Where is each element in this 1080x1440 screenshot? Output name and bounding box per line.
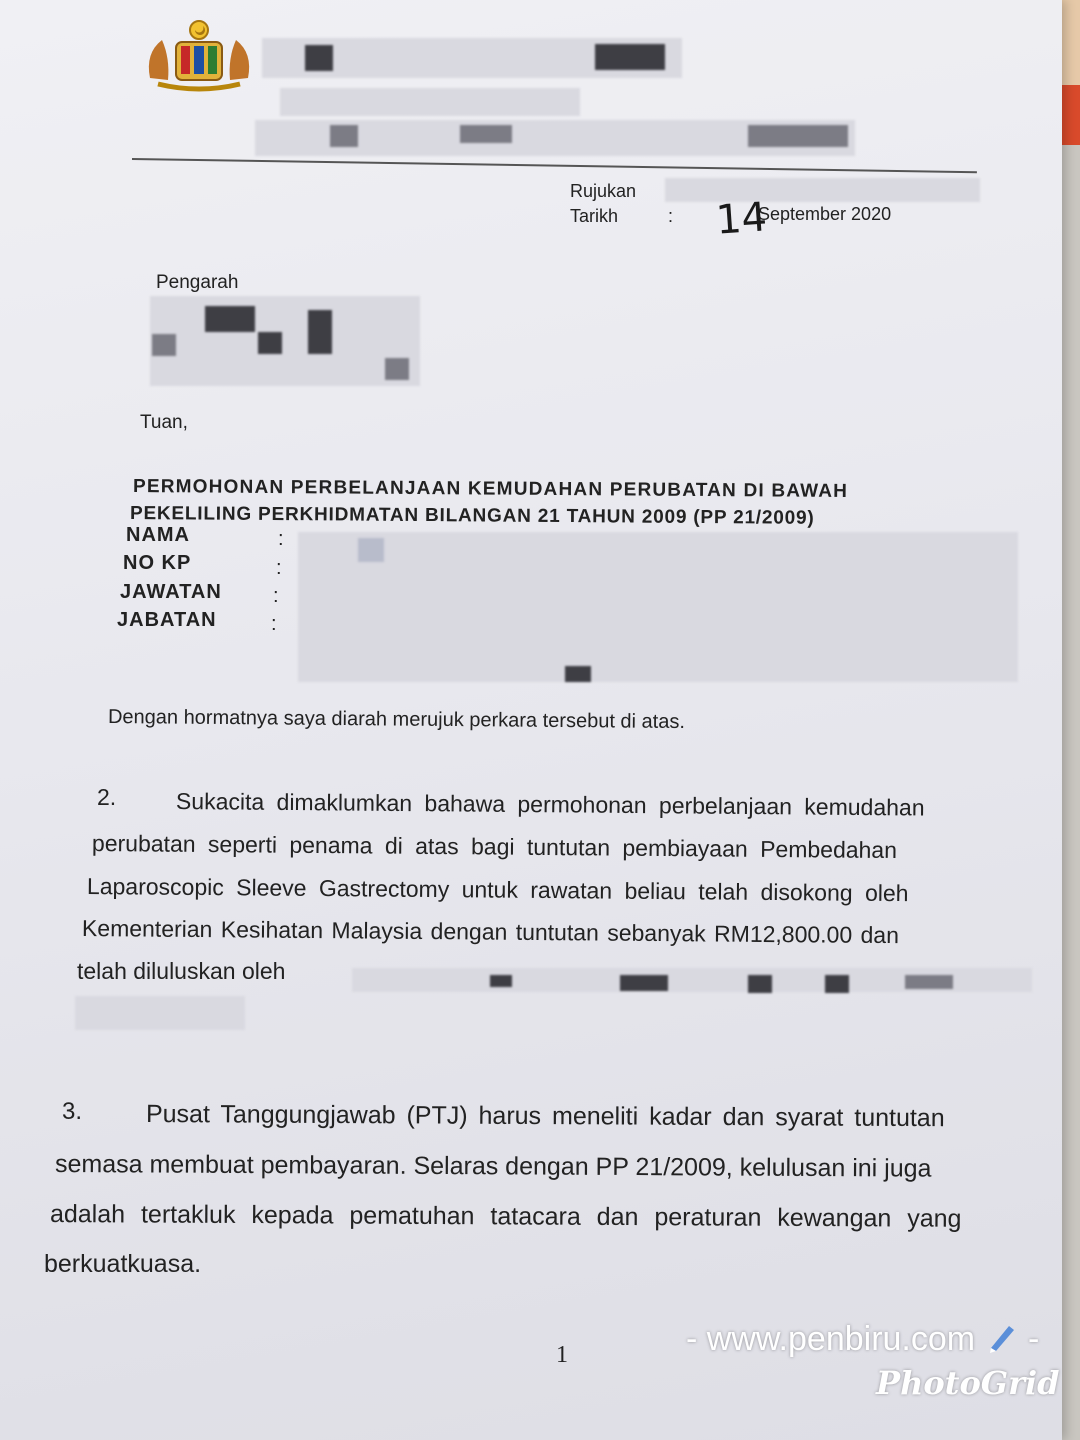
header-divider [132,158,977,173]
paragraph-3-line-2: semasa membuat pembayaran. Selaras dengan PP 21/2009, kelulusan ini juga [54,1150,932,1183]
field-colon: : [276,557,282,579]
recipient-title: Pengarah [156,272,239,293]
redacted-block [460,125,512,143]
field-label-jabatan: JABATAN [117,609,217,631]
field-colon: : [271,613,277,635]
date-text: September 2020 [758,204,892,224]
redacted-block [825,975,849,993]
redacted-continuation [75,996,245,1030]
tarikh-label: Tarikh [570,206,619,226]
redacted-block [565,666,591,682]
redacted-block [595,44,665,70]
paragraph-3-line-1: Pusat Tanggungjawab (PTJ) harus meneliti kadar dan syarat tuntutan [145,1100,945,1133]
paragraph-2-line-1: Sukacita dimaklumkan bahawa permohonan perbelanjaan kemudahan [175,788,925,821]
rujukan-label: Rujukan [570,181,637,201]
paragraph-3-line-4: berkuatkuasa. [44,1250,202,1278]
redacted-block [748,125,848,147]
redacted-block [305,45,333,71]
redacted-recipient-address [150,296,420,386]
redacted-block [358,538,384,562]
redacted-field-values [298,532,1018,682]
redacted-block [205,306,255,332]
redacted-block [152,334,176,356]
paragraph-3-line-3: adalah tertakluk kepada pematuhan tatacara dan peraturan kewangan yang [49,1200,962,1233]
subject-line-1: PERMOHONAN PERBELANJAAN KEMUDAHAN PERUBATAN DI BAWAH [132,476,849,502]
paragraph-1: Dengan hormatnya saya diarah merujuk perkara tersebut di atas. [107,706,686,734]
tarikh-colon: : [668,206,674,226]
watermark-site-text: - www.penbiru.com [686,1320,976,1358]
page-number: 1 [556,1342,568,1368]
malaysia-coat-of-arms-icon [140,18,258,92]
redacted-block [490,975,512,987]
paragraph-2-line-4: Kementerian Kesihatan Malaysia dengan tuntutan sebanyak RM12,800.00 dan [81,915,900,949]
redacted-block [905,975,953,989]
watermark-site [686,1320,1039,1359]
redacted-block [258,332,282,354]
pen-icon [985,1320,1019,1354]
paragraph-2-line-3: Laparoscopic Sleeve Gastrectomy untuk rawatan beliau telah disokong oleh [86,873,909,907]
redacted-reference [665,178,980,202]
paragraph-3-number: 3. [62,1098,83,1125]
redacted-sender-address [280,88,580,116]
field-label-no-kp: NO KP [123,552,192,574]
watermark-brand: PhotoGrid [876,1364,1060,1402]
redacted-block [748,975,772,993]
field-colon: : [273,585,279,607]
handwritten-day: 14 [714,194,769,244]
paragraph-2-line-5: telah diluluskan oleh [77,958,286,984]
subject-line-2: PEKELILING PERKHIDMATAN BILANGAN 21 TAHUN 2009 (PP 21/2009) [129,503,815,529]
paragraph-2-line-2: perubatan seperti penama di atas bagi tuntutan pembiayaan Pembedahan [91,830,898,864]
redacted-block [385,358,409,380]
field-label-jawatan: JAWATAN [120,581,222,603]
watermark-trailing-dash: - [1028,1320,1040,1358]
paragraph-2-number: 2. [97,784,117,810]
redacted-block [308,310,332,354]
redacted-block [330,125,358,147]
field-colon: : [278,528,284,550]
redacted-block [620,975,668,991]
field-label-nama: NAMA [126,524,190,546]
salutation: Tuan, [140,412,188,433]
